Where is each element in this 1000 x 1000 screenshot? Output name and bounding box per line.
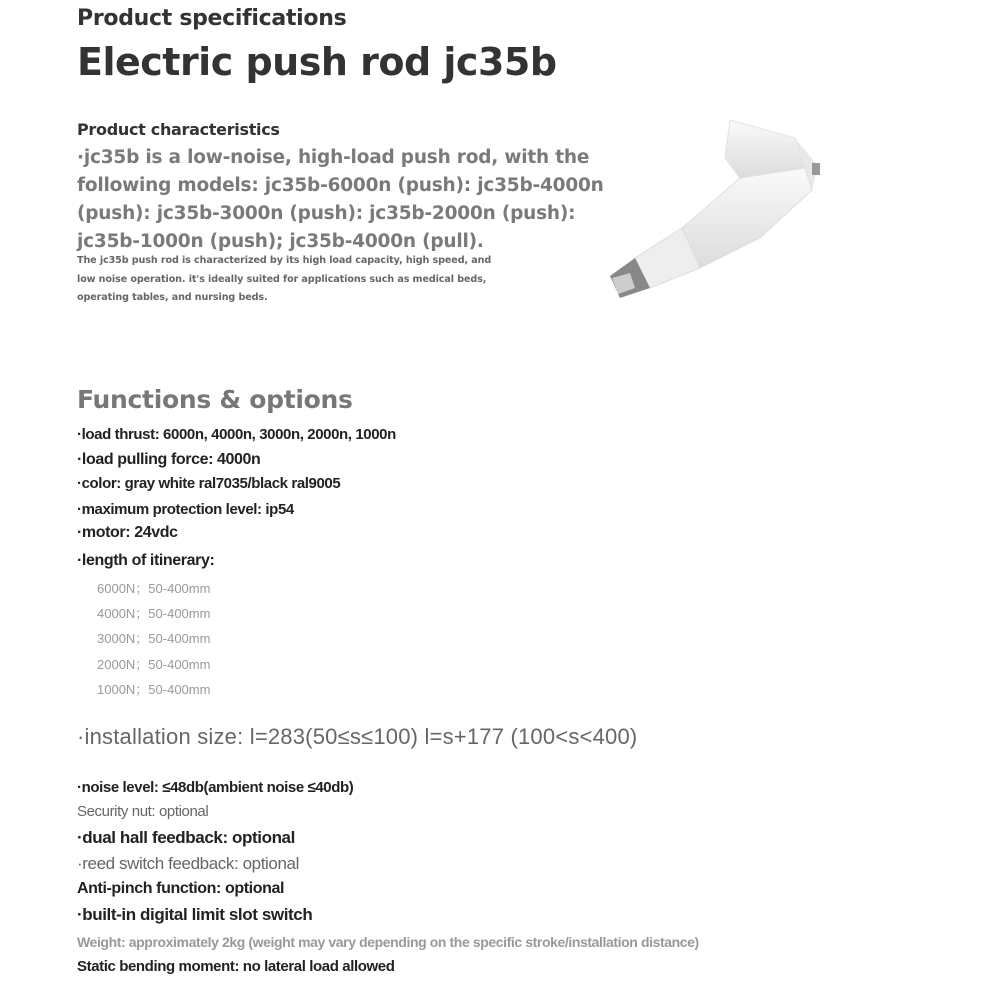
page-title: Electric push rod jc35b [77,40,557,84]
detail-line: low noise operation. it's ideally suited for applications such as medical beds, [77,274,487,285]
itinerary-item: 4000N；50-400mm [97,606,211,621]
itinerary-item: 3000N；50-400mm [97,631,211,646]
function-item: ·color: gray white ral7035/black ral9005 [77,475,341,492]
option-item: ·noise level: ≤48db(ambient noise ≤40db) [77,779,354,796]
function-item: ·length of itinerary: [77,552,215,569]
function-item: ·load pulling force: 4000n [77,451,261,468]
option-item: Security nut: optional [77,803,209,820]
option-item: Anti-pinch function: optional [77,880,285,897]
option-item: ·built-in digital limit slot switch [77,905,313,924]
section-label: Product specifications [77,6,347,31]
detail-line: operating tables, and nursing beds. [77,292,268,303]
option-item: ·dual hall feedback: optional [77,828,295,847]
function-item: ·load thrust: 6000n, 4000n, 3000n, 2000n, 1000n [77,426,396,443]
function-item: ·maximum protection level: ip54 [77,501,294,518]
itinerary-item: 2000N；50-400mm [97,657,211,672]
itinerary-item: 1000N；50-400mm [97,682,211,697]
itinerary-item: 6000N；50-400mm [97,581,211,596]
summary-line: jc35b-1000n (push); jc35b-4000n (pull). [77,231,484,252]
installation-size: ·installation size: l=283(50≤s≤100) l=s+177 (100<s<400) [77,724,638,749]
linear-actuator-image [590,108,840,308]
characteristics-heading: Product characteristics [77,120,280,139]
function-item: ·motor: 24vdc [77,524,178,541]
summary-line: ·jc35b is a low-noise, high-load push rod, with the [77,147,590,168]
detail-line: The jc35b push rod is characterized by its high load capacity, high speed, and [77,255,492,266]
functions-heading: Functions & options [77,385,353,414]
summary-line: (push): jc35b-3000n (push): jc35b-2000n (push): [77,203,576,224]
option-item: ·reed switch feedback: optional [77,854,299,873]
option-item: Static bending moment: no lateral load allowed [77,958,395,975]
summary-line: following models: jc35b-6000n (push): jc35b-4000n [77,175,604,196]
option-item: Weight: approximately 2kg (weight may vary depending on the specific stroke/installation distance) [77,934,699,950]
